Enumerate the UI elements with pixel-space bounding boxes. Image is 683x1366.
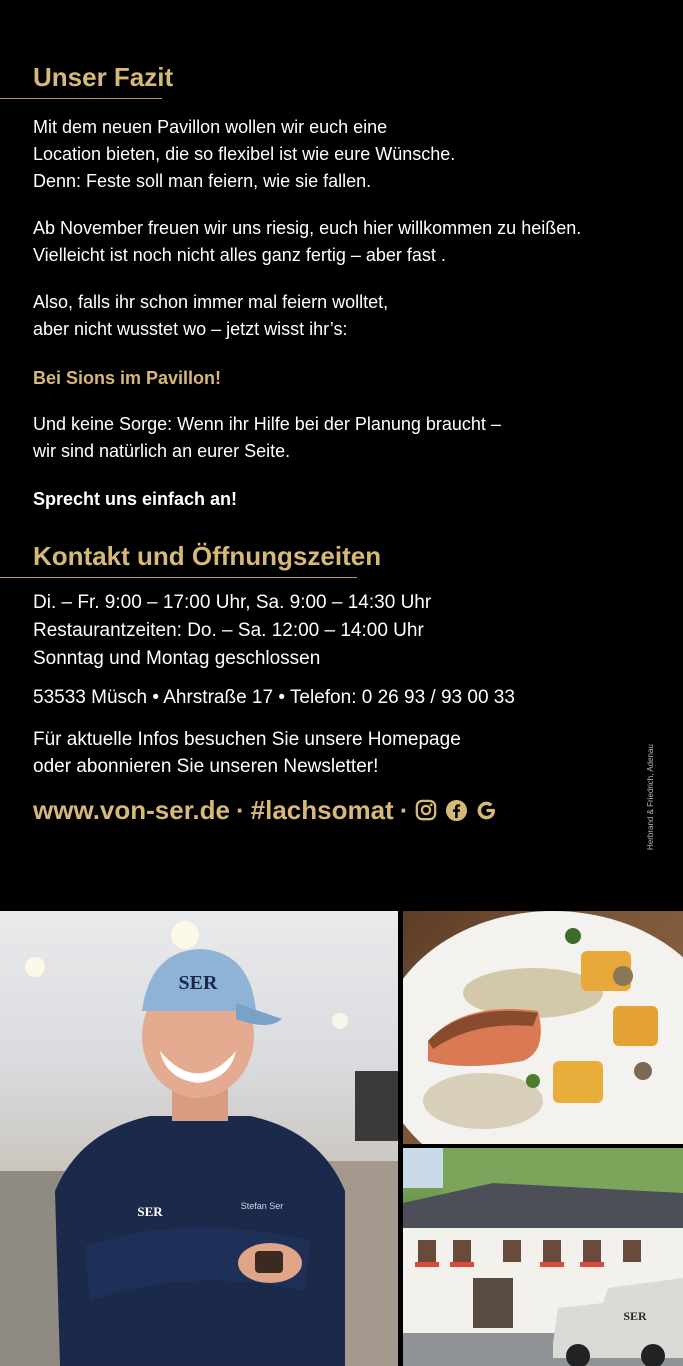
opening-hours: Di. – Fr. 9:00 – 17:00 Uhr, Sa. 9:00 – 14:30 Uhr Restaurantzeiten: Do. – Sa. 12:00 – 14:00 Uhr Sonntag und Montag geschlossen xyxy=(33,592,432,669)
dish-photo xyxy=(403,911,683,1144)
instagram-icon[interactable] xyxy=(414,798,438,822)
house-photo xyxy=(403,1148,683,1366)
paragraph-intro: Mit dem neuen Pavillon wollen wir euch eine Location bieten, die so flexibel ist wie eure Wünsche. Denn: Feste soll man feiern, wie sie fallen. xyxy=(33,117,456,191)
photo-credit: Herbrand & Friedrich, Adenau xyxy=(646,744,655,850)
shirt-name: Stefan Ser xyxy=(240,1201,284,1211)
links-row: www.von-ser.de · #lachsomat · xyxy=(33,795,498,825)
address-line: 53533 Müsch • Ahrstraße 17 • Telefon: 0 26 93 / 93 00 33 xyxy=(33,687,515,708)
paragraph-feiern: Also, falls ihr schon immer mal feiern wolltet, aber nicht wusstet wo – jetzt wisst ihr’s: xyxy=(33,292,389,339)
paragraph-november: Ab November freuen wir uns riesig, euch hier willkommen zu heißen. Vielleicht ist noch nicht alles ganz fertig – aber fast . xyxy=(33,218,582,265)
call-to-action: Sprecht uns einfach an! xyxy=(33,489,238,509)
hashtag-link[interactable]: #lachsomat xyxy=(250,795,394,825)
shirt-logo: SER xyxy=(137,1204,163,1219)
title-underline xyxy=(0,98,162,99)
section-title-fazit: Unser Fazit xyxy=(33,62,174,92)
google-icon[interactable] xyxy=(474,798,498,822)
truck-logo: SER xyxy=(623,1309,647,1323)
info-text: Für aktuelle Infos besuchen Sie unsere Homepage oder abonnieren Sie unseren Newsletter! xyxy=(33,729,461,777)
paragraph-planung: Und keine Sorge: Wenn ihr Hilfe bei der Planung braucht – wir sind natürlich an eurer Seite. xyxy=(33,414,501,461)
section-title-kontakt: Kontakt und Öffnungszeiten xyxy=(33,541,382,571)
facebook-icon[interactable] xyxy=(444,798,468,822)
title-underline xyxy=(0,577,357,578)
chef-photo xyxy=(0,911,398,1366)
cap-logo: SER xyxy=(178,972,218,994)
website-link[interactable]: www.von-ser.de xyxy=(33,795,230,825)
highlight-pavillon: Bei Sions im Pavillon! xyxy=(33,368,222,388)
